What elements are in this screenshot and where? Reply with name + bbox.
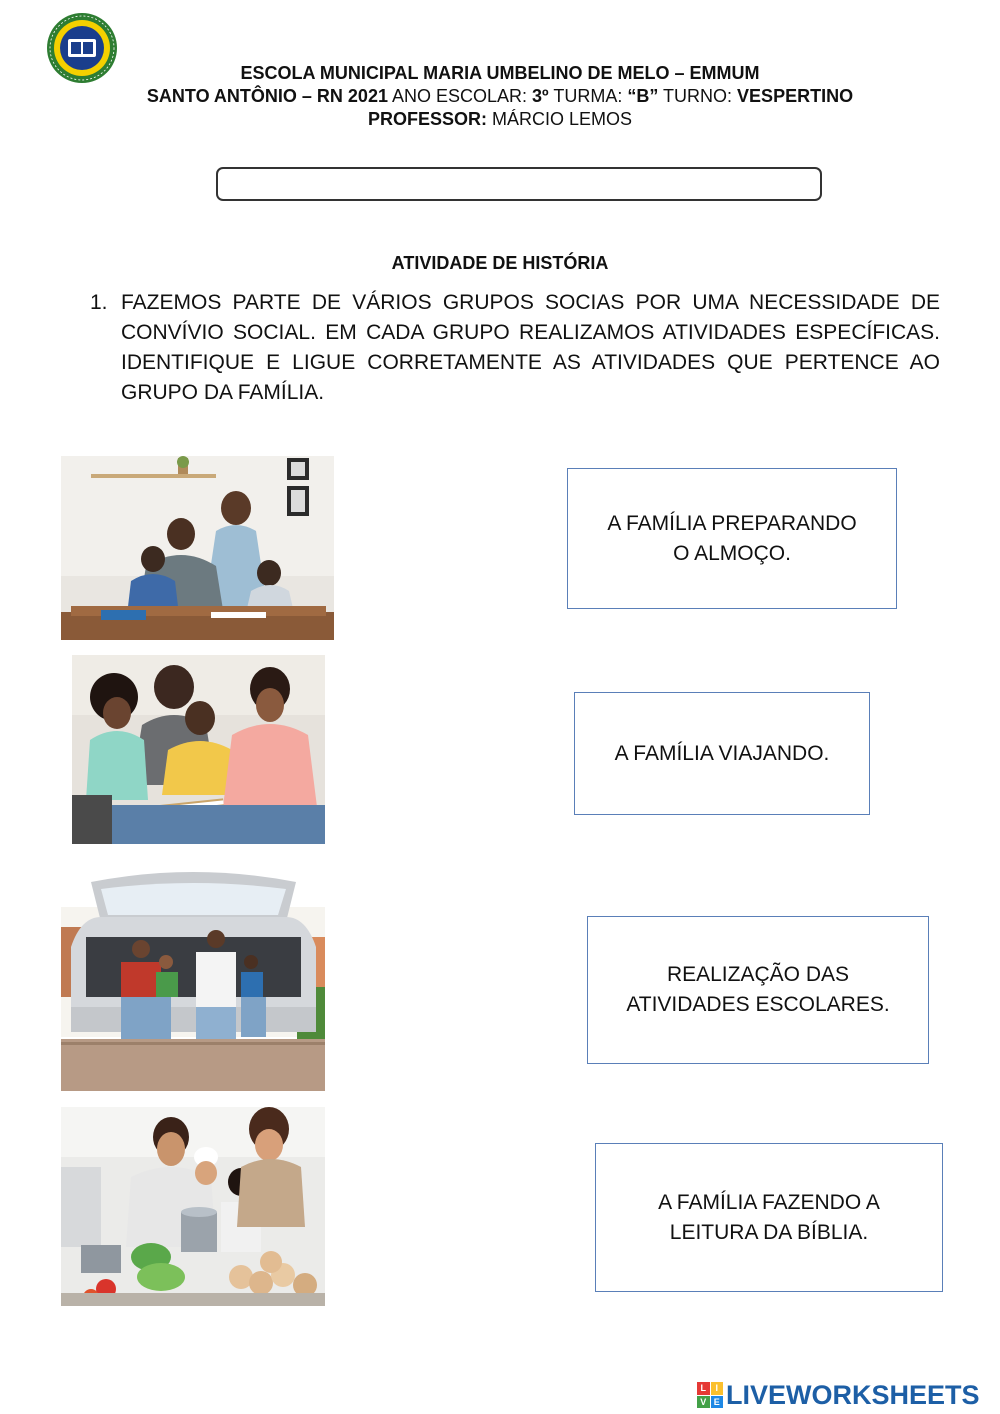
liveworksheets-brand <box>697 1377 980 1413</box>
grade-label: ANO ESCOLAR: <box>391 86 528 106</box>
answer-text <box>615 739 830 769</box>
student-name-input[interactable] <box>216 167 822 201</box>
brand-text: LIVEWORKSHEETS <box>726 1379 980 1410</box>
answer-text <box>658 1188 880 1248</box>
family-homework-photo[interactable] <box>61 456 334 640</box>
activity-title: ATIVIDADE DE HISTÓRIA <box>391 253 609 273</box>
answer-box-lunch[interactable] <box>567 468 897 609</box>
grade-value: 3º <box>532 86 549 106</box>
shift-label: TURNO: <box>663 86 733 106</box>
city-year: SANTO ANTÔNIO – RN 2021 <box>146 86 388 106</box>
answer-line: LEITURA DA BÍBLIA. <box>669 1220 869 1244</box>
class-value: “B” <box>627 86 659 106</box>
question-text: FAZEMOS PARTE DE VÁRIOS GRUPOS SOCIAS POR UMA NECESSIDADE DE CONVÍVIO SOCIAL. EM CADA GRUPO REALIZAMOS ATIVIDADES ESPECÍFICAS. IDENTIFIQUE E LIGUE CORRETAMENTE AS ATIVIDADES QUE PERTENCE AO GRUPO DA FAMÍLIA. <box>121 291 940 404</box>
teacher-name: MÁRCIO LEMOS <box>492 109 633 129</box>
logo-letter: V <box>697 1396 710 1409</box>
answer-box-bible-reading[interactable] <box>595 1143 943 1292</box>
teacher-label: PROFESSOR: <box>367 109 487 129</box>
class-label: TURMA: <box>553 86 623 106</box>
answer-line: A FAMÍLIA FAZENDO A <box>658 1190 880 1214</box>
liveworksheets-logo-icon <box>697 1382 723 1408</box>
answer-line: O ALMOÇO. <box>673 541 791 565</box>
question-number: 1. <box>90 291 108 314</box>
shift-value: VESPERTINO <box>737 86 854 106</box>
school-name: ESCOLA MUNICIPAL MARIA UMBELINO DE MELO – EMMUM <box>240 63 760 83</box>
question <box>90 288 940 408</box>
logo-letter: L <box>697 1382 710 1395</box>
answer-box-traveling[interactable] <box>574 692 870 815</box>
logo-letter: I <box>711 1382 724 1395</box>
answer-line: A FAMÍLIA PREPARANDO <box>607 511 857 535</box>
logo-letter: E <box>711 1396 724 1409</box>
answer-text <box>626 960 889 1020</box>
answer-line: A FAMÍLIA VIAJANDO. <box>614 741 830 765</box>
family-car-trip-photo[interactable] <box>61 867 325 1091</box>
answer-text <box>607 509 856 569</box>
answer-line: ATIVIDADES ESCOLARES. <box>626 993 890 1016</box>
school-info-line <box>0 85 1000 108</box>
answer-box-homework[interactable] <box>587 916 929 1064</box>
answer-line: REALIZAÇÃO DAS <box>666 963 850 986</box>
family-reading-photo[interactable] <box>72 655 325 844</box>
teacher-line <box>0 108 1000 131</box>
school-header <box>0 62 1000 131</box>
family-cooking-photo[interactable] <box>61 1107 325 1306</box>
